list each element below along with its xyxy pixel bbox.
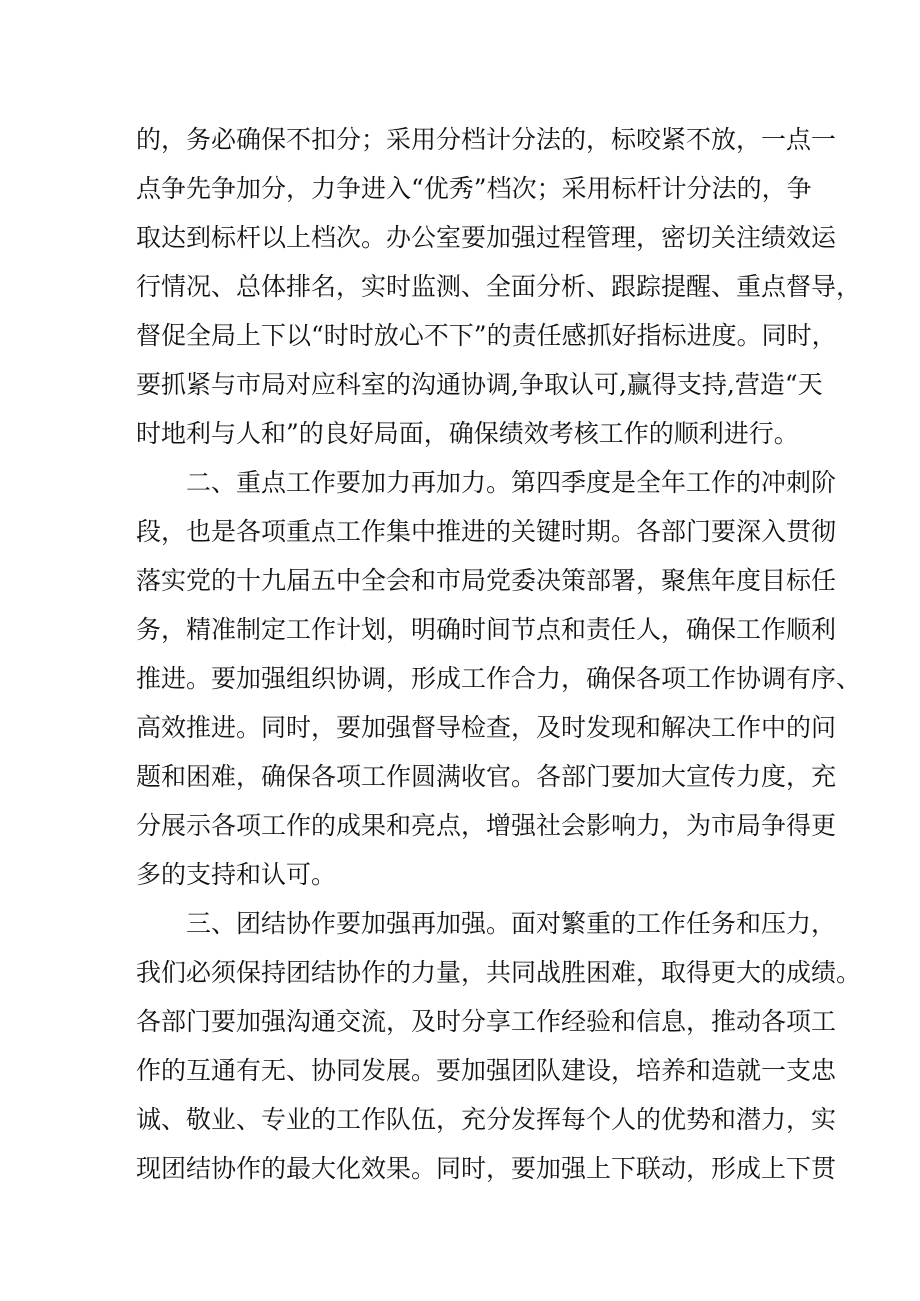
text-line: 行情况、总体排名，实时监测、全面分析、跟踪提醒、重点督导， — [136, 272, 862, 301]
text-line: 的，务必确保不扣分；采用分档计分法的，标咬紧不放，一点一 — [136, 125, 837, 154]
text-line: 作的互通有无、协同发展。要加强团队建设，培养和造就一支忠 — [136, 1056, 837, 1085]
text-line: 督促全局上下以“时时放心不下”的责任感抓好指标进度。同时， — [136, 321, 837, 350]
text-line: 我们必须保持团结协作的力量，共同战胜困难，取得更大的成绩。 — [136, 958, 862, 987]
section-heading-line: 三、团结协作要加强再加强。面对繁重的工作任务和压力， — [186, 909, 837, 938]
text-line: 落实党的十九届五中全会和市局党委决策部署，聚焦年度目标任 — [136, 566, 837, 595]
text-line: 推进。要加强组织协调，形成工作合力，确保各项工作协调有序、 — [136, 664, 862, 693]
text-line: 分展示各项工作的成果和亮点，增强社会影响力，为市局争得更 — [136, 811, 837, 840]
text-line: 时地利与人和”的良好局面，确保绩效考核工作的顺利进行。 — [136, 419, 799, 448]
text-line: 取达到标杆以上档次。办公室要加强过程管理，密切关注绩效运 — [136, 223, 837, 252]
text-line: 要抓紧与市局对应科室的沟通协调,争取认可,赢得支持,营造“天 — [136, 370, 823, 399]
text-line: 高效推进。同时，要加强督导检查，及时发现和解决工作中的问 — [136, 713, 837, 742]
text-line: 诚、敬业、专业的工作队伍，充分发挥每个人的优势和潜力，实 — [136, 1105, 837, 1134]
text-line: 段，也是各项重点工作集中推进的关键时期。各部门要深入贯彻 — [136, 517, 837, 546]
text-line: 各部门要加强沟通交流，及时分享工作经验和信息，推动各项工 — [136, 1007, 837, 1036]
section-heading-line: 二、重点工作要加力再加力。第四季度是全年工作的冲刺阶 — [186, 468, 837, 497]
text-line: 多的支持和认可。 — [136, 860, 337, 889]
text-line: 题和困难，确保各项工作圆满收官。各部门要加大宣传力度，充 — [136, 762, 837, 791]
text-line: 现团结协作的最大化效果。同时，要加强上下联动，形成上下贯 — [136, 1154, 837, 1183]
text-line: 务，精准制定工作计划，明确时间节点和责任人，确保工作顺利 — [136, 615, 837, 644]
text-line: 点争先争加分，力争进入“优秀”档次；采用标杆计分法的，争 — [136, 174, 812, 203]
